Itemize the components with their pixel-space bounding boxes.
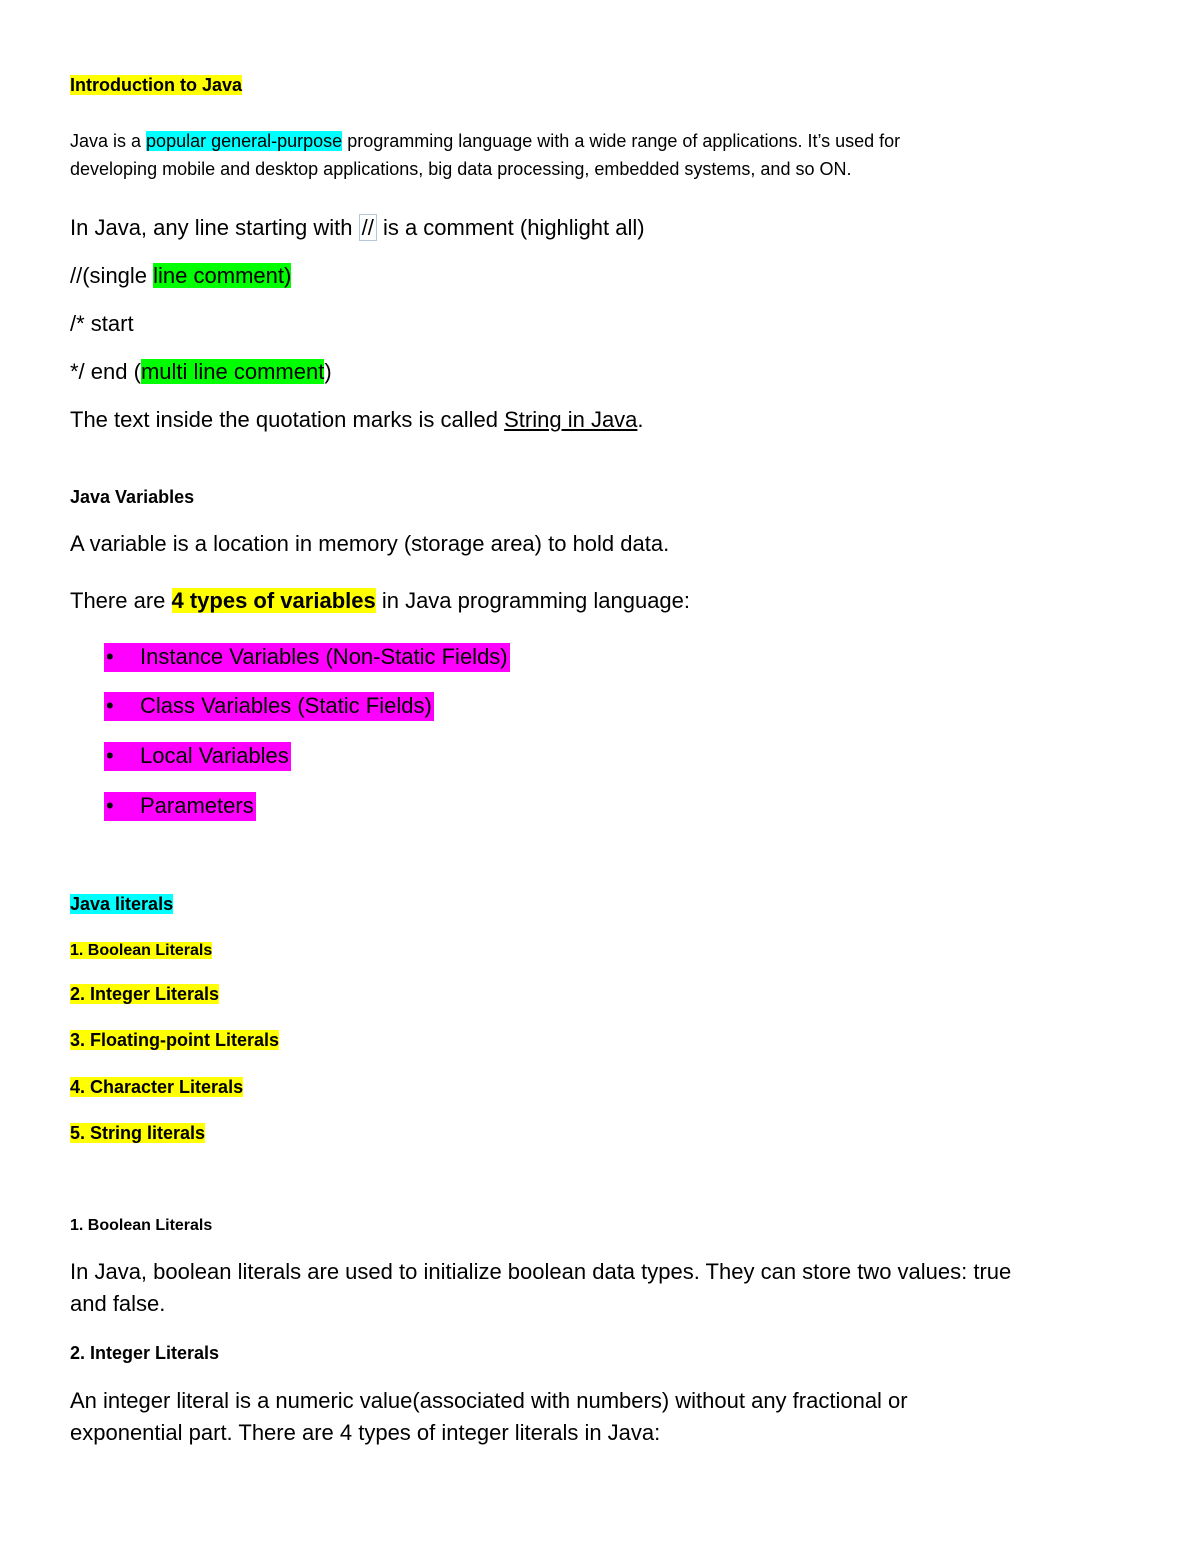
variables-heading: Java Variables — [70, 487, 195, 507]
list-item: • Class Variables (Static Fields) — [104, 692, 434, 721]
multi-line-comment-start: /* start — [70, 311, 134, 336]
literal-list-item: 2. Integer Literals — [70, 984, 220, 1004]
bullet-icon: • — [106, 644, 114, 669]
bullet-icon: • — [106, 693, 114, 718]
integer-literals-heading: 2. Integer Literals — [70, 1343, 220, 1363]
list-item: • Parameters — [104, 792, 256, 821]
comment-rule-line: In Java, any line starting with // is a comment (highlight all) — [70, 215, 645, 240]
boolean-paragraph-line-2: and false. — [70, 1291, 166, 1316]
comment-marker-box: // — [359, 214, 377, 241]
literal-list-item: 5. String literals — [70, 1123, 206, 1143]
bullet-icon: • — [106, 793, 114, 818]
highlight-multi-line-comment: multi line comment — [140, 359, 325, 384]
literal-list-item: 1. Boolean Literals — [70, 942, 213, 959]
variable-types-line: There are 4 types of variables in Java programming language: — [70, 588, 691, 613]
literal-list-item: 3. Floating-point Literals — [70, 1030, 280, 1050]
highlight-popular-general-purpose: popular general-purpose — [146, 131, 343, 151]
string-in-java-underlined: String in Java — [504, 407, 638, 432]
single-line-comment-line: //(single line comment) — [70, 263, 292, 288]
variable-definition: A variable is a location in memory (storage area) to hold data. — [70, 531, 670, 556]
integer-paragraph-line-2: exponential part. There are 4 types of integer literals in Java: — [70, 1420, 661, 1445]
highlight-4-types-of-variables: 4 types of variables — [171, 588, 376, 613]
highlight-line-comment: line comment) — [153, 263, 292, 288]
literals-heading: Java literals — [70, 894, 174, 914]
literal-list-item: 4. Character Literals — [70, 1077, 244, 1097]
multi-line-comment-end: */ end (multi line comment) — [70, 359, 332, 384]
intro-heading — [70, 75, 242, 97]
intro-paragraph-line-1: Java is a popular general-purpose programming language with a wide range of applications. It’s used for — [70, 131, 901, 151]
integer-paragraph-line-1: An integer literal is a numeric value(associated with numbers) without any fractional or — [70, 1388, 908, 1413]
boolean-paragraph-line-1: In Java, boolean literals are used to initialize boolean data types. They can store two values: true — [70, 1259, 1012, 1284]
bullet-icon: • — [106, 743, 114, 768]
list-item: • Local Variables — [104, 742, 291, 771]
intro-paragraph-line-2: developing mobile and desktop applications, big data processing, embedded systems, and so ON. — [70, 159, 852, 179]
boolean-literals-heading: 1. Boolean Literals — [70, 1217, 213, 1234]
list-item: • Instance Variables (Non-Static Fields) — [104, 643, 510, 672]
intro-heading-text: Introduction to Java — [70, 75, 243, 95]
string-definition-line: The text inside the quotation marks is called String in Java. — [70, 407, 644, 432]
